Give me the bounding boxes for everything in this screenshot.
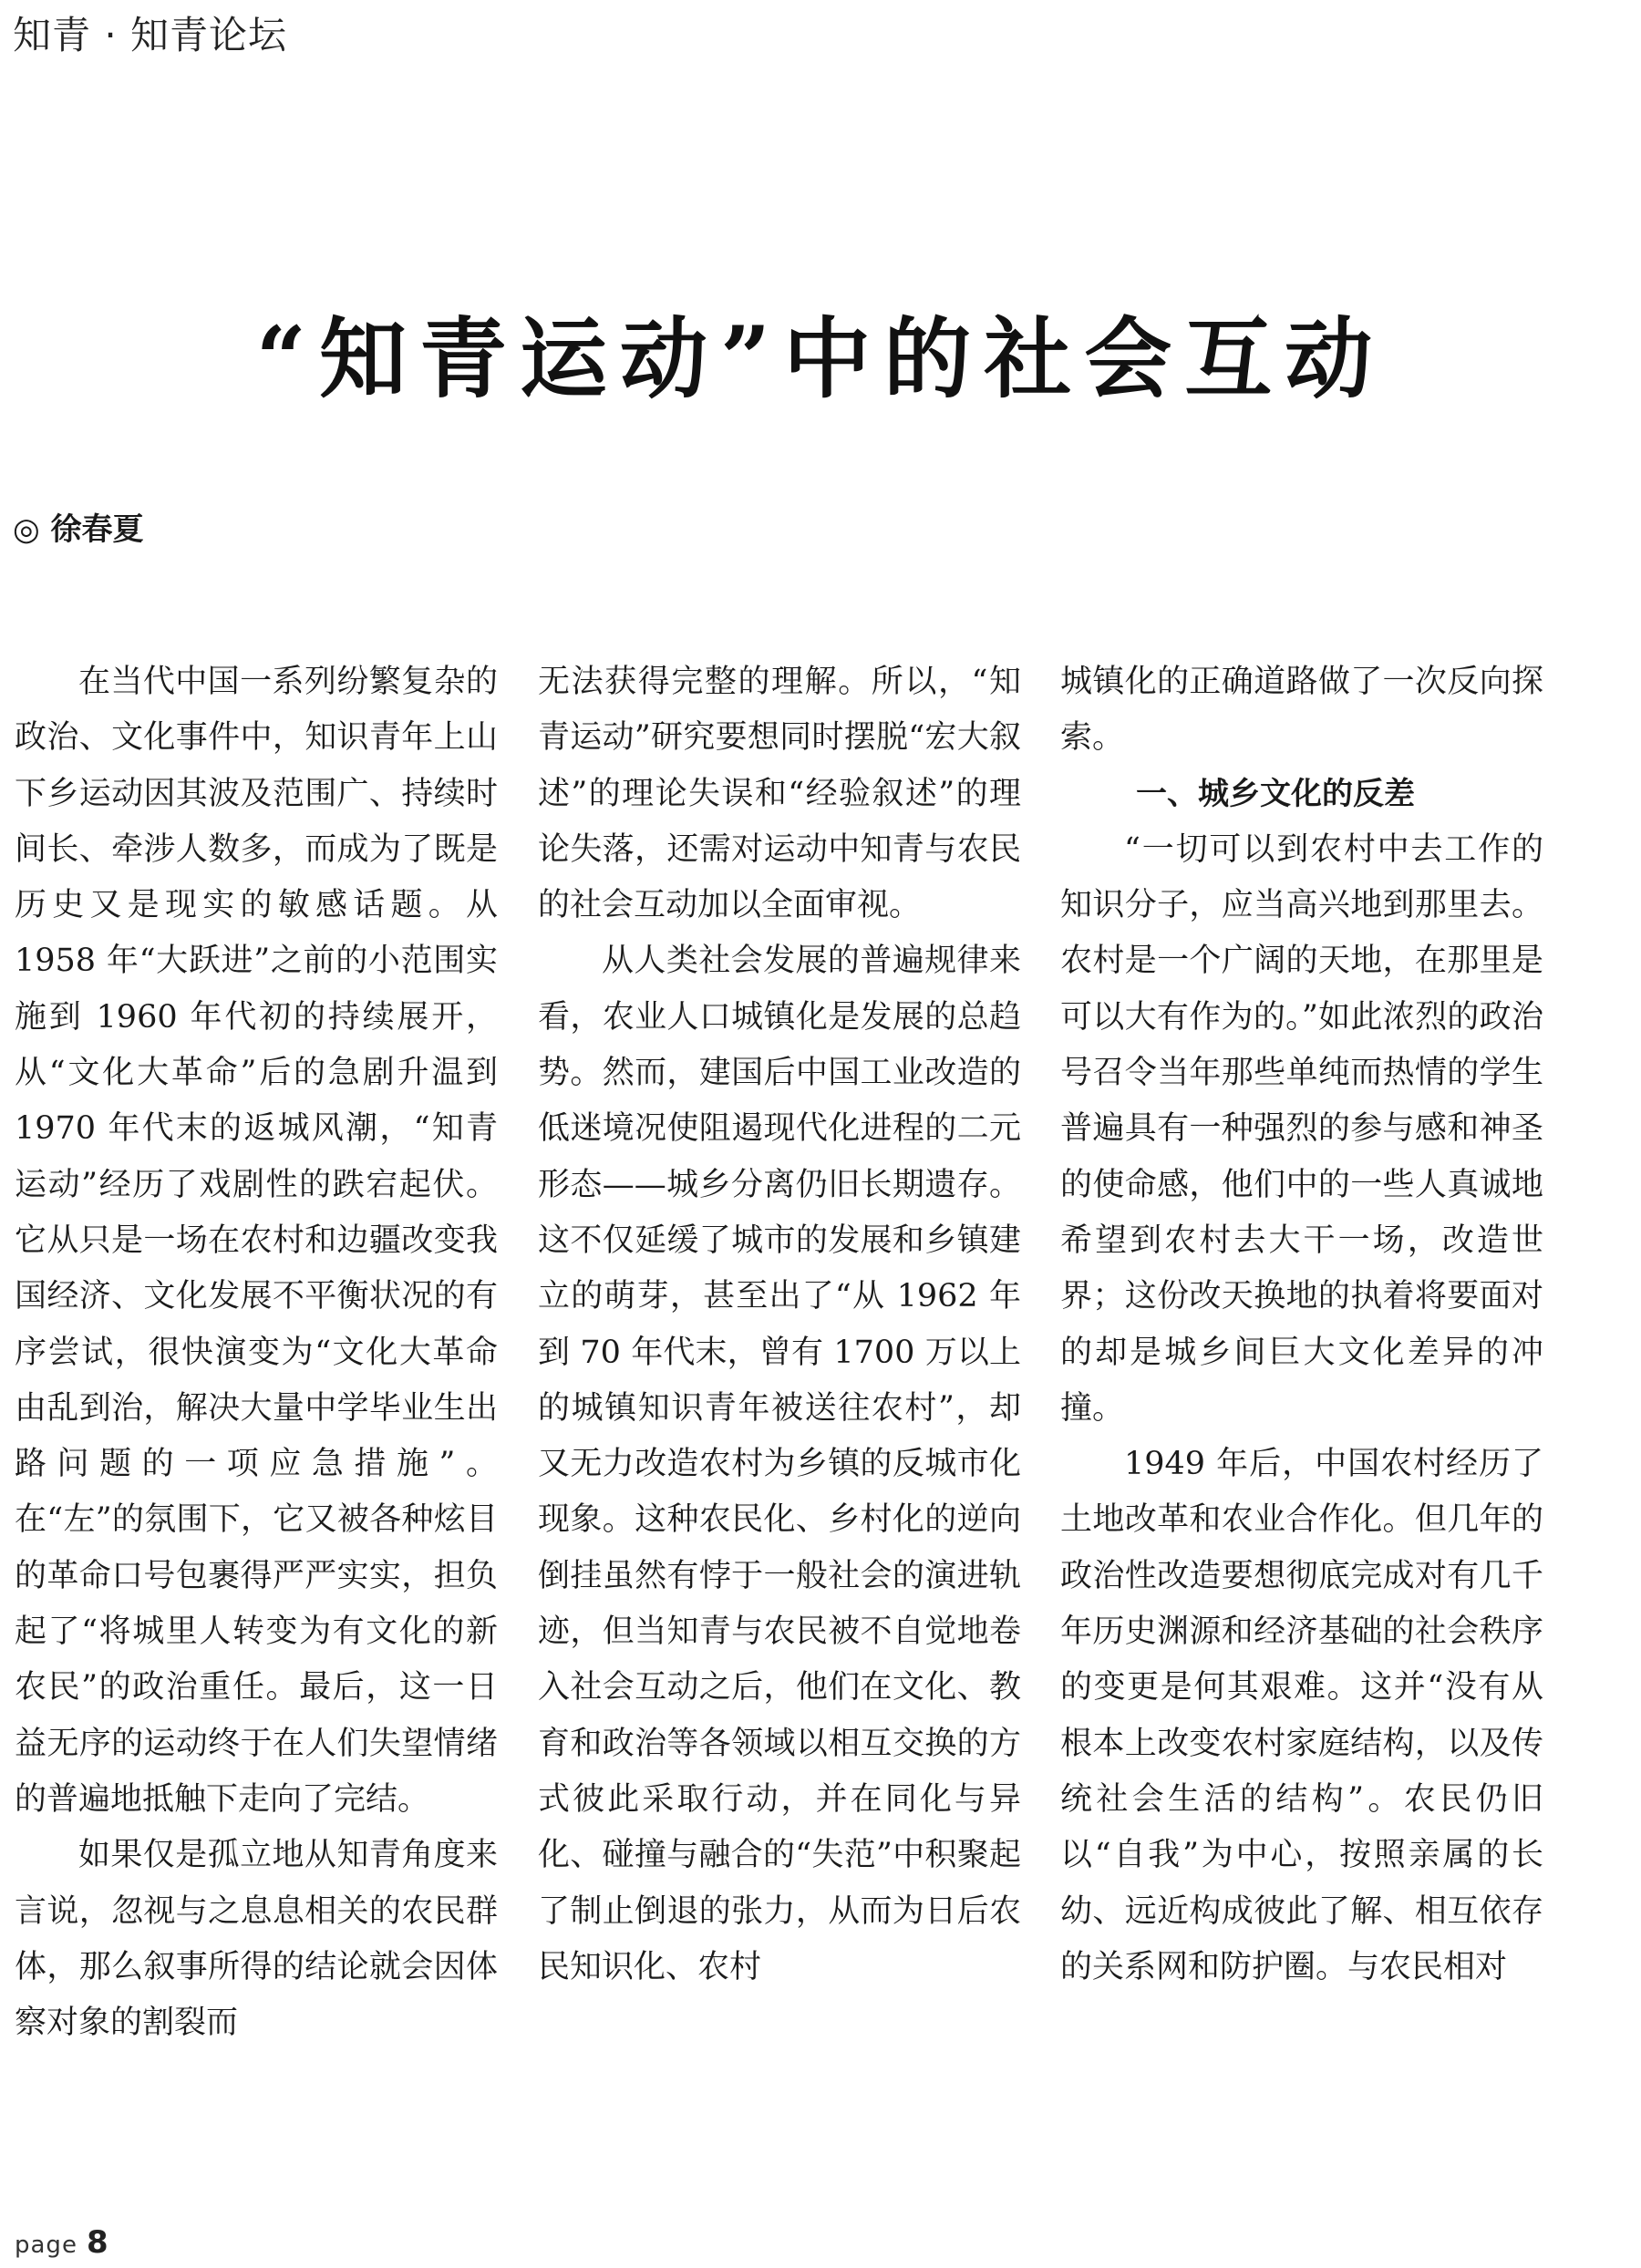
page-footer — [15, 2224, 108, 2261]
page-number: 8 — [86, 2224, 108, 2261]
page-label: page — [15, 2232, 77, 2259]
article-title: “知青运动”中的社会互动 — [255, 307, 1386, 410]
paragraph: 从人类社会发展的普遍规律来看，农业人口城镇化是发展的总趋势。然而，建国后中国工业改造的低迷境况使阻遏现代化进程的二元形态——城乡分离仍旧长期遗存。这不仅延缓了城市的发展和乡镇建立的萌芽，甚至出了“从 1962 年到 70 年代末，曾有 1700 万以上的城镇知识青年被送往农村”，却又无力改造农村为乡镇的反城市化现象。这种农民化、乡村化的逆向倒挂虽然有悖于一般社会的演进轨迹，但当知青与农民被不自觉地卷入社会互动之后，他们在文化、教育和政治等各领域以相互交换的方式彼此采取行动，并在同化与异化、碰撞与融合的“失范”中积聚起了制止倒退的张力，从而为日后农民知识化、农村 — [538, 943, 1021, 1985]
column-1 — [15, 655, 498, 2051]
paragraph: 无法获得完整的理解。所以，“知青运动”研究要想同时摆脱“宏大叙述”的理论失误和“经验叙述”的理论失落，还需对运动中知青与农民的社会互动加以全面审视。 — [538, 664, 1021, 924]
paragraph: “一切可以到农村中去工作的知识分子，应当高兴地到那里去。农村是一个广阔的天地，在那里是可以大有作为的。”如此浓烈的政治号召令当年那些单纯而热情的学生普遍具有一种强烈的参与感和神圣的使命感，他们中的一些人真诚地希望到农村去大干一场，改造世界；这份改天换地的执着将要面对的却是城乡间巨大文化差异的冲撞。 — [1060, 830, 1543, 1427]
article-author: ◎ 徐春夏 — [13, 511, 144, 548]
column-2 — [538, 655, 1021, 1995]
paragraph: 城镇化的正确道路做了一次反向探索。 — [1060, 664, 1543, 757]
running-head: 知青 · 知青论坛 — [13, 13, 288, 57]
column-3 — [1060, 655, 1543, 1995]
paragraph: 1949 年后，中国农村经历了土地改革和农业合作化。但几年的政治性改造要想彻底完成对有几千年历史渊源和经济基础的社会秩序的变更是何其艰难。这并“没有从根本上改变农村家庭结构，以及传统社会生活的结构”。农民仍旧以“自我”为中心，按照亲属的长幼、远近构成彼此了解、相互依存的关系网和防护圈。与农民相对 — [1060, 1446, 1543, 1985]
section-heading: 一、城乡文化的反差 — [1136, 775, 1415, 812]
paragraph: 在当代中国一系列纷繁复杂的政治、文化事件中，知识青年上山下乡运动因其波及范围广、持续时间长、牵涉人数多，而成为了既是历史又是现实的敏感话题。从 1958 年“大跃进”之前的小范围实施到 1960 年代初的持续展开，从“文化大革命”后的急剧升温到 1970 年代末的返城风潮，“知青运动”经历了戏剧性的跌宕起伏。它从只是一场在农村和边疆改变我国经济、文化发展不平衡状况的有序尝试，很快演变为“文化大革命由乱到治，解决大量中学毕业生出路问题的一项应急措施”。在“左”的氛围下，它又被各种炫目的革命口号包裹得严严实实，担负起了“将城里人转变为有文化的新农民”的政治重任。最后，这一日益无序的运动终于在人们失望情绪的普遍地抵触下走向了完结。 — [15, 664, 498, 1818]
paragraph: 如果仅是孤立地从知青角度来言说，忽视与之息息相关的农民群体，那么叙事所得的结论就会因体察对象的割裂而 — [15, 1837, 498, 2042]
